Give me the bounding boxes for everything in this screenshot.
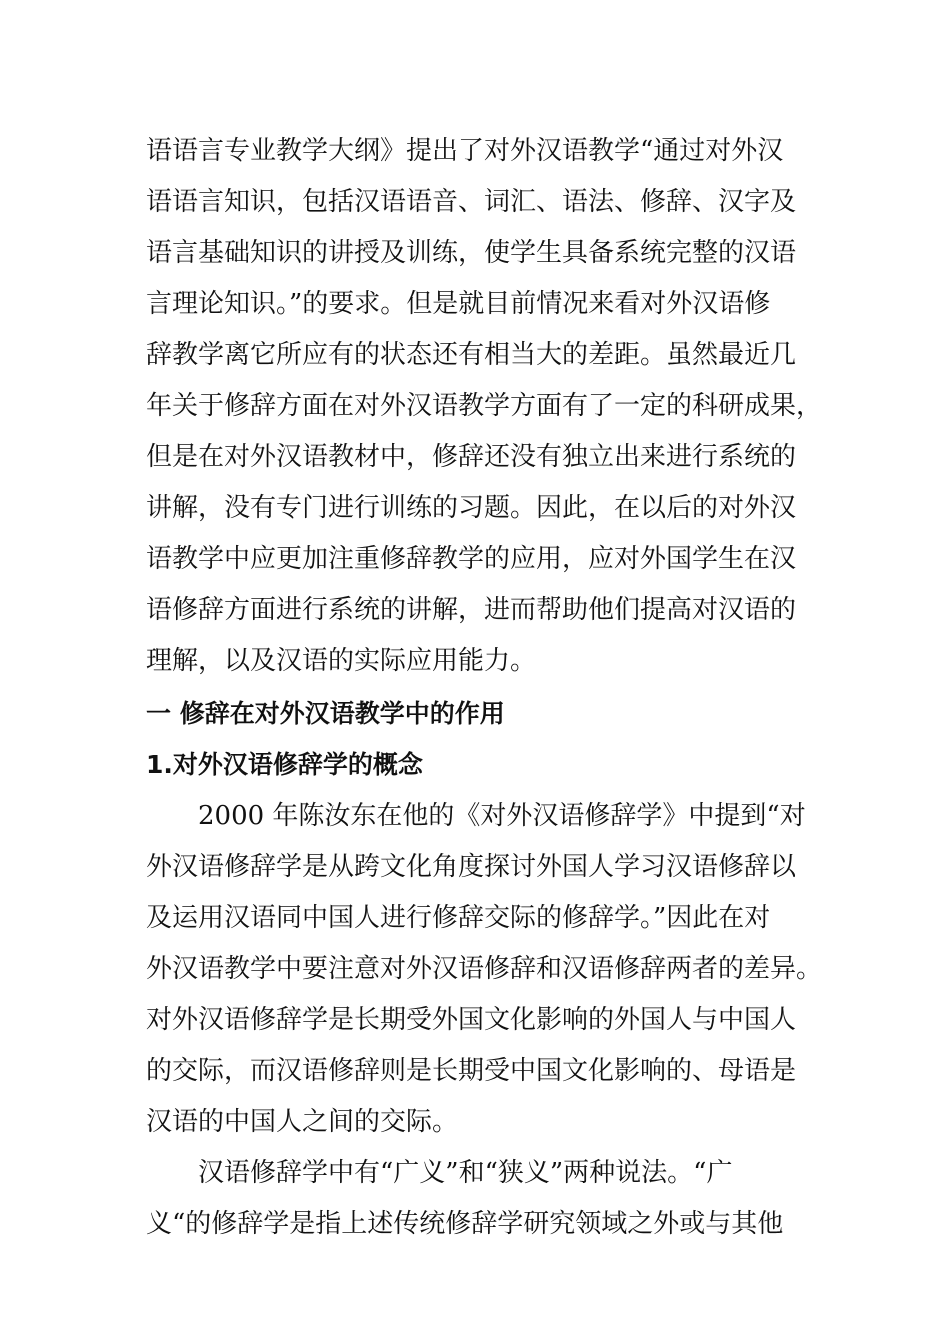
text-line: 汉语的中国人之间的交际。 xyxy=(146,1107,459,1137)
subsection-heading: 1.对外汉语修辞学的概念 xyxy=(146,750,423,779)
text-line: 外汉语修辞学是从跨文化角度探讨外国人学习汉语修辞以 xyxy=(146,852,797,882)
text-line: 汉语修辞学中有“广义”和“狭义”两种说法。“广 xyxy=(198,1158,733,1188)
text-line: 语言基础知识的讲授及训练，使学生具备系统完整的汉语 xyxy=(146,238,797,268)
text-line: 言理论知识。”的要求。但是就目前情况来看对外汉语修 xyxy=(146,289,771,319)
text-line: 义“的修辞学是指上述传统修辞学研究领域之外或与其他 xyxy=(146,1209,784,1239)
text-line: 语语言知识，包括汉语语音、词汇、语法、修辞、汉字及 xyxy=(146,187,797,217)
text-line: 理解，以及汉语的实际应用能力。 xyxy=(146,646,537,676)
text-line: 年关于修辞方面在对外汉语教学方面有了一定的科研成果， xyxy=(146,391,823,421)
section-heading: 一 修辞在对外汉语教学中的作用 xyxy=(146,699,505,728)
text-line: 但是在对外汉语教材中，修辞还没有独立出来进行系统的 xyxy=(146,442,797,472)
text-line: 2000 年陈汝东在他的《对外汉语修辞学》中提到“对 xyxy=(198,801,806,831)
text-line: 对外汉语修辞学是长期受外国文化影响的外国人与中国人 xyxy=(146,1005,797,1035)
text-line: 语修辞方面进行系统的讲解，进而帮助他们提高对汉语的 xyxy=(146,595,797,625)
text-line: 的交际，而汉语修辞则是长期受中国文化影响的、母语是 xyxy=(146,1056,797,1086)
text-line: 语教学中应更加注重修辞教学的应用，应对外国学生在汉 xyxy=(146,544,797,574)
text-line: 外汉语教学中要注意对外汉语修辞和汉语修辞两者的差异。 xyxy=(146,954,823,984)
text-line: 及运用汉语同中国人进行修辞交际的修辞学。”因此在对 xyxy=(146,903,771,933)
text-line: 辞教学离它所应有的状态还有相当大的差距。虽然最近几 xyxy=(146,340,797,370)
text-line: 语语言专业教学大纲》提出了对外汉语教学“通过对外汉 xyxy=(146,136,784,166)
text-line: 讲解，没有专门进行训练的习题。因此，在以后的对外汉 xyxy=(146,493,797,523)
